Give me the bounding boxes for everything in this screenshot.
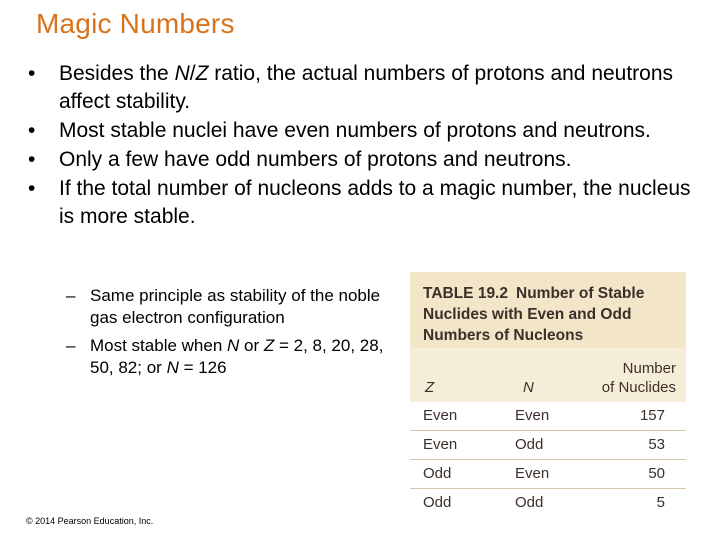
bullet-text: Most stable nuclei have even numbers of protons and neutrons. (59, 119, 651, 142)
bullet-item (26, 60, 706, 116)
table-row (410, 460, 686, 488)
cell-count: 5 (656, 494, 665, 511)
sub-bullet-item (60, 285, 390, 329)
bullet-list (26, 60, 706, 232)
cell-count: 53 (648, 436, 665, 453)
cell-z: Even (423, 436, 458, 453)
column-header-count-line2: of Nuclides (601, 379, 676, 396)
cell-z: Odd (423, 494, 452, 511)
table-row (410, 489, 686, 517)
cell-n: Odd (515, 436, 544, 453)
cell-count: 157 (639, 407, 665, 424)
column-header-n: N (523, 379, 534, 396)
table-caption-text: Number of Stable Nuclides with Even and Odd Numbers of Nucleons (423, 285, 645, 344)
bullet-text: Only a few have odd numbers of protons and neutrons. (59, 148, 572, 171)
cell-n: Even (515, 407, 550, 424)
bullet-marker: • (28, 177, 36, 200)
sub-bullet-marker: – (66, 286, 76, 305)
bullet-item (26, 117, 706, 145)
cell-z: Odd (423, 465, 452, 482)
table-number: TABLE 19.2 (423, 285, 508, 302)
column-header-count-line1: Number (622, 360, 676, 377)
cell-n: Even (515, 465, 550, 482)
bullet-item (26, 146, 706, 174)
sub-bullet-list (60, 285, 390, 385)
slide-title: Magic Numbers (36, 8, 235, 39)
sub-bullet-text: Most stable when N or Z = 2, 8, 20, 28, 50, 82; or N = 126 (90, 336, 384, 377)
bullet-marker: • (28, 62, 36, 85)
nuclides-table (410, 272, 686, 515)
bullet-marker: • (28, 119, 36, 142)
column-header-count (580, 359, 676, 397)
table-caption (423, 283, 679, 346)
copyright-notice: © 2014 Pearson Education, Inc. (26, 516, 154, 526)
cell-count: 50 (648, 465, 665, 482)
bullet-marker: • (28, 148, 36, 171)
cell-z: Even (423, 407, 458, 424)
sub-bullet-marker: – (66, 336, 76, 355)
cell-n: Odd (515, 494, 544, 511)
column-header-z: Z (425, 379, 435, 396)
sub-bullet-text: Same principle as stability of the noble gas electron configuration (90, 286, 381, 327)
bullet-text: Besides the N/Z ratio, the actual numbers of protons and neutrons affect stability. (59, 62, 674, 113)
table-row (410, 402, 686, 430)
bullet-text: If the total number of nucleons adds to a magic number, the nucleus is more stable. (59, 177, 691, 228)
bullet-item (26, 175, 706, 231)
table-row (410, 431, 686, 459)
sub-bullet-item (60, 335, 390, 379)
